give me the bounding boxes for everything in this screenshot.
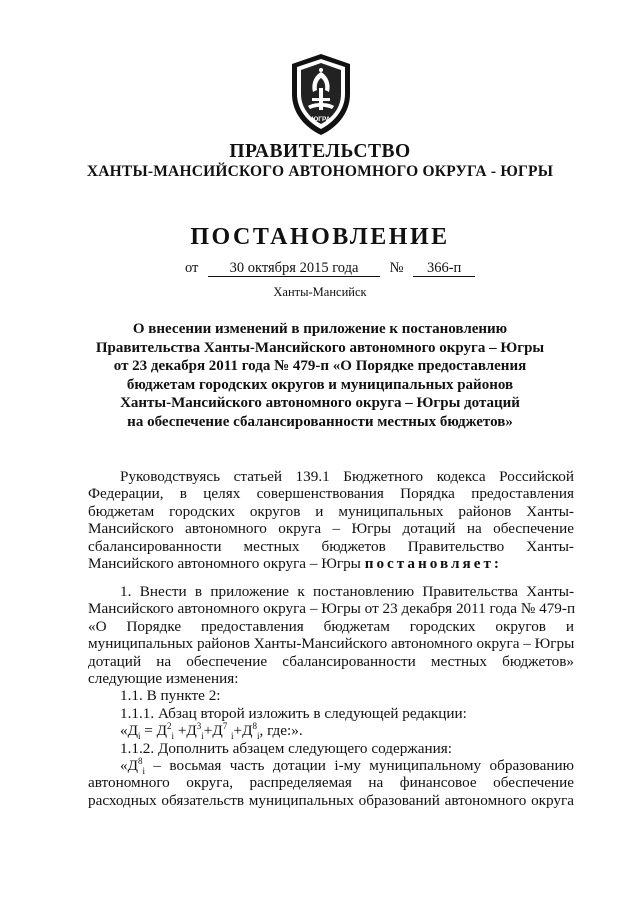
city: Ханты-Мансийск xyxy=(273,285,367,299)
clause-line: Мансийского автономного округа – Югры от 23 декабря 2011 года № 479-п xyxy=(88,600,576,618)
subject-line: бюджетам городских округов и муниципальных районов xyxy=(126,376,514,393)
preamble-line: Мансийского автономного округа – Югры дотаций на обеспечение xyxy=(88,520,574,538)
from-label: от xyxy=(185,260,199,276)
item-1-1-1: 1.1.1. Абзац второй изложить в следующей редакции: xyxy=(120,704,467,722)
clause-line: 1. Внести в приложение к постановлению Правительства Ханты- xyxy=(120,583,574,600)
preamble-line: Руководствуясь статьей 139.1 Бюджетного кодекса Российской xyxy=(120,468,574,485)
preamble-last-line xyxy=(88,555,574,572)
document-number: 366-п xyxy=(413,261,475,277)
new-paragraph-tail: – восьмая часть дотации i-му муниципальному образованию xyxy=(153,757,574,774)
clause-line: следующие изменения: xyxy=(88,670,239,687)
subject-line: от 23 декабря 2011 года № 479-п «О Порядке предоставления xyxy=(113,358,527,374)
new-paragraph-line: автономного округа, распределяемая на финансовое обеспечение xyxy=(88,774,574,792)
clause-line: дотаций на обеспечение сбалансированности местных бюджетов» xyxy=(88,652,574,670)
decree-word: постановляет: xyxy=(364,555,502,572)
subject-line: Правительства Ханты-Мансийского автономного округа – Югры xyxy=(95,339,545,356)
number-label: № xyxy=(389,260,404,276)
document-subject xyxy=(70,320,570,431)
subject-line: Ханты-Мансийского автономного округа – Югры дотаций xyxy=(120,395,520,411)
document-type: ПОСТАНОВЛЕНИЕ xyxy=(190,224,450,250)
region-title: ХАНТЫ-МАНСИЙСКОГО АВТОНОМНОГО ОКРУГА - ЮГРЫ xyxy=(86,163,554,180)
preamble-line: бюджетам городских округов и муниципальных районов Ханты- xyxy=(88,502,574,520)
subject-line: на обеспечение сбалансированности местных бюджетов» xyxy=(127,413,513,430)
item-1-1-2: 1.1.2. Дополнить абзацем следующего содержания: xyxy=(120,739,452,757)
formula: «$Д_i = Д^2_i +Д^3_i+Д^7$ $_i+Д^8_i$, где:». xyxy=(120,721,303,742)
coat-of-arms-icon xyxy=(284,50,358,138)
new-paragraph-first-line: «$Д^8_i$ – восьмая часть дотации i-му муниципальному образованию xyxy=(120,755,574,777)
document-meta xyxy=(185,260,475,277)
item-1-1: 1.1. В пункте 2: xyxy=(120,687,221,705)
preamble-line: Федерации, в целях совершенствования Порядка предоставления xyxy=(88,485,574,503)
new-paragraph-line: расходных обязательств муниципальных образований автономного округа xyxy=(88,791,574,809)
preamble-line-prefix: Мансийского автономного округа – Югры xyxy=(88,555,361,572)
subject-line: О внесении изменений в приложение к постановлению xyxy=(132,321,508,337)
preamble-line: сбалансированности местных бюджетов Правительство Ханты- xyxy=(88,537,574,555)
clause-line: «О Порядке предоставления бюджетам городских округов и xyxy=(88,617,574,635)
government-title: ПРАВИТЕЛЬСТВО xyxy=(229,141,411,162)
clause-line: муниципальных районов Ханты-Мансийского автономного округа – Югры xyxy=(88,635,575,653)
emblem-label: ЮГРА xyxy=(311,116,331,123)
document-date: 30 октября 2015 года xyxy=(208,261,380,277)
